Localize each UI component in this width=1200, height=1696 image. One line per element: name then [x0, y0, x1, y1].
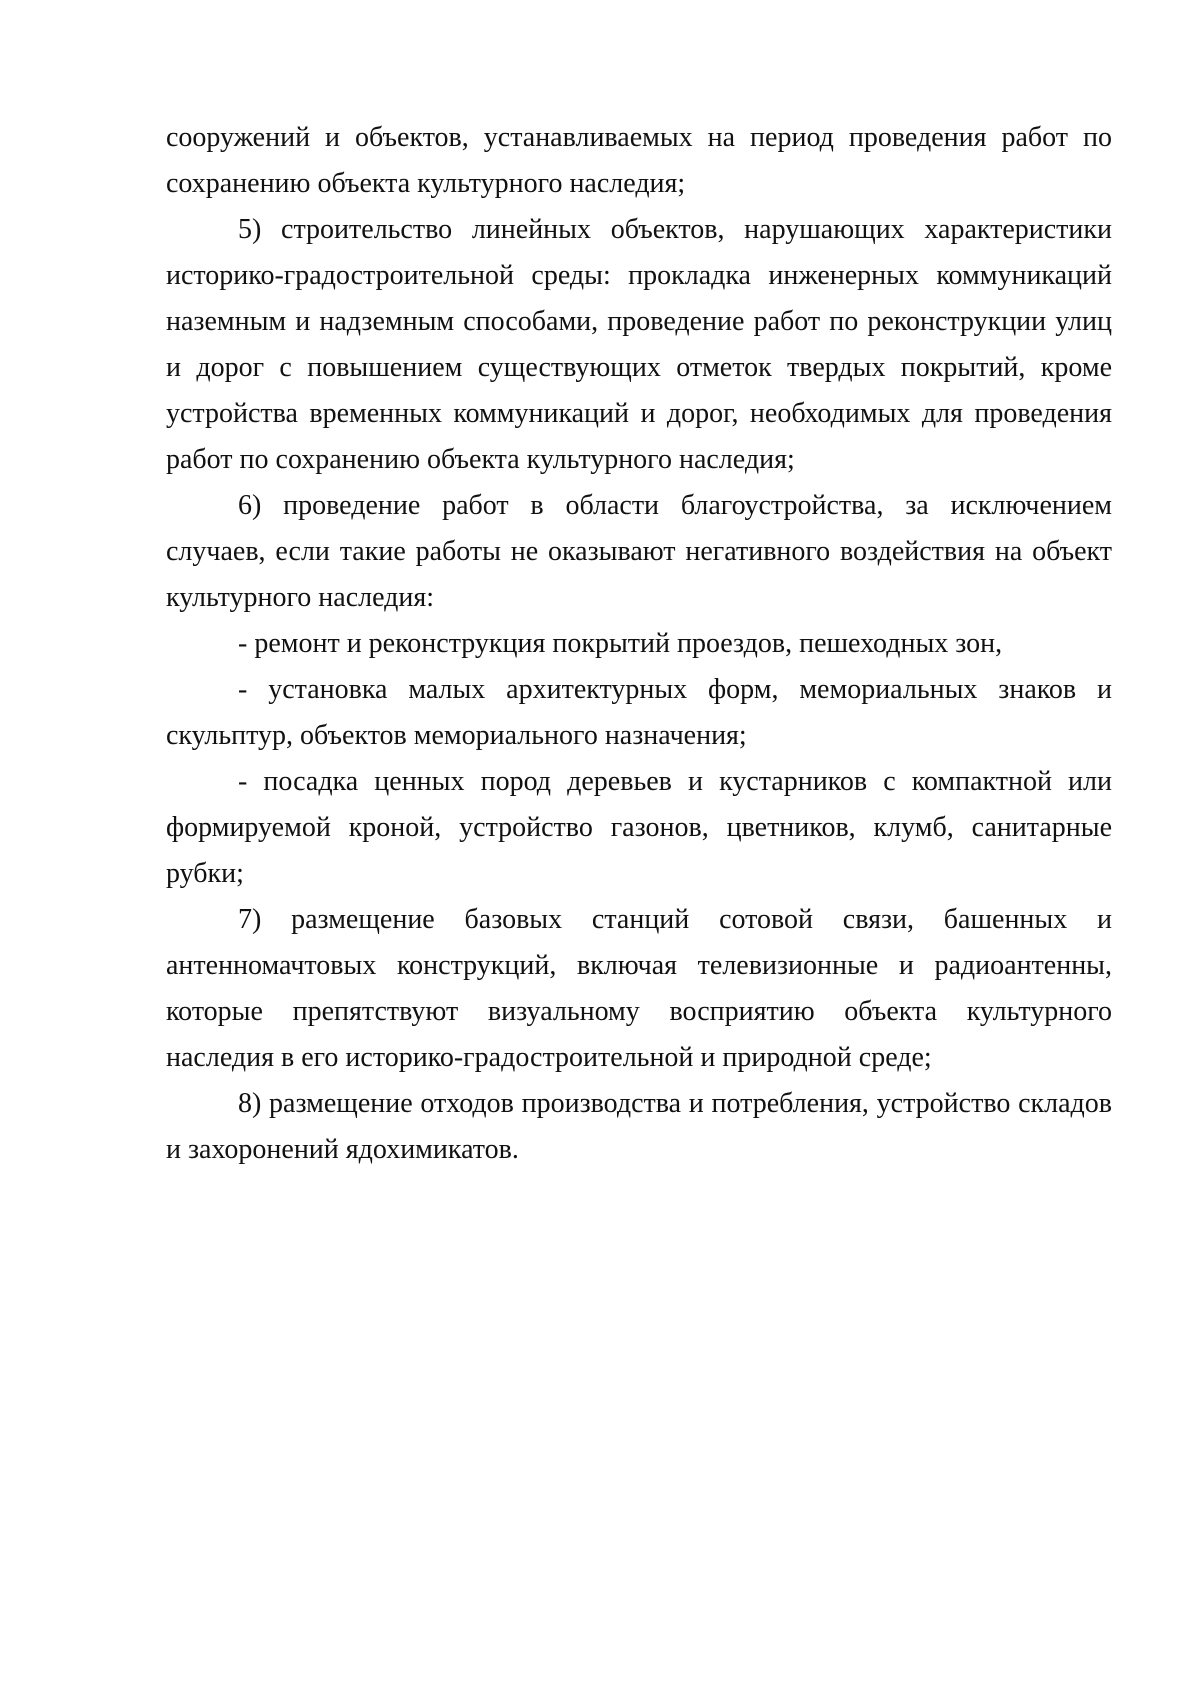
paragraph-continuation: сооружений и объектов, устанавливаемых на период проведения работ по сохранению объекта культурного наследия; — [166, 122, 1112, 199]
paragraph-subitem-repair: - ремонт и реконструкция покрытий проездов, пешеходных зон, — [238, 628, 1003, 659]
paragraph-item-7: 7) размещение базовых станций сотовой связи, башенных и антенномачтовых конструкций, включая телевизионные и радиоантенны, которые препятствуют визуальному восприятию объекта культурного наследия в его историко-градостроительной и природной среде; — [166, 904, 1112, 1073]
paragraph-subitem-installation: - установка малых архитектурных форм, мемориальных знаков и скульптур, объектов мемориального назначения; — [166, 674, 1112, 751]
paragraph-item-5: 5) строительство линейных объектов, нарушающих характеристики историко-градостроительной среды: прокладка инженерных коммуникаций наземным и надземным способами, проведение работ по реконструкции улиц и дорог с повышением существующих отметок твердых покрытий, кроме устройства временных коммуникаций и дорог, необходимых для проведения работ по сохранению объекта культурного наследия; — [166, 214, 1112, 475]
paragraph-item-8: 8) размещение отходов производства и потребления, устройство складов и захоронений ядохимикатов. — [166, 1088, 1112, 1165]
document-body — [166, 115, 1112, 1173]
paragraph-item-6: 6) проведение работ в области благоустройства, за исключением случаев, если такие работы не оказывают негативного воздействия на объект культурного наследия: — [166, 490, 1112, 613]
paragraph-subitem-planting: - посадка ценных пород деревьев и кустарников с компактной или формируемой кроной, устройство газонов, цветников, клумб, санитарные рубки; — [166, 766, 1112, 889]
